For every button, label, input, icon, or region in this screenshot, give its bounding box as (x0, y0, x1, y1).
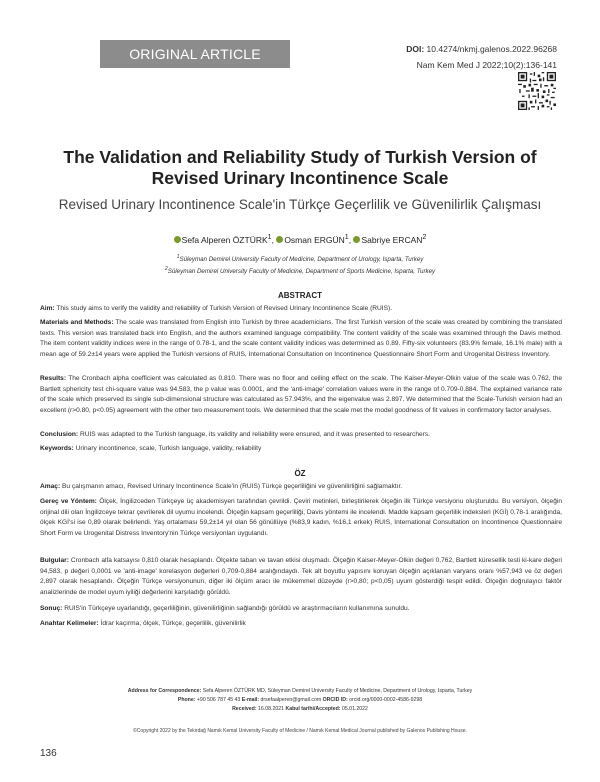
orcid-icon[interactable] (174, 236, 181, 243)
journal-reference: Nam Kem Med J 2022;10(2):136-141 (416, 60, 557, 70)
oz-sonuc: Sonuç: RUIS'in Türkçeye uyarlandığı, geçerliliğinin, güvenilirliğinin sağlandığı görüldü ve araştırmacıların kullanımına sunuldu. (40, 605, 410, 612)
paper-subtitle: Revised Urinary Incontinence Scale'in Türkçe Geçerlilik ve Güvenilirlik Çalışması (58, 197, 542, 212)
abstract-methods: Materials and Methods: The scale was translated from English into Turkish by three academicians. The first Turkish version of the scale was created by combining the translated texts. This version was translated back into English, and the authors examined language compatibility. The content validity of the scale was examined through the Davis method. The item content validity indices were in the range of 0.78-1, and the scale content validity indices was determined as 0.89. Fifty-six volunteers (83.9% female, 16.1% male) with a mean age of 59.2±14 years were applied the Turkish versions of RUIS, International Consultation on Incontinence Questionnaire Short Form and Urogenital Distress Inventory. (40, 319, 562, 358)
orcid-link[interactable]: orcid.org/0000-0002-4586-9298 (349, 697, 423, 703)
doi-link[interactable]: 10.4274/nkmj.galenos.2022.96268 (426, 44, 557, 54)
doi-label: DOI: (406, 44, 425, 54)
affiliation-2: $^2$Süleyman Demirel University Faculty of Medicine, Department of Sports Medicine, Isparta, Turkey (164, 266, 436, 276)
abstract-results: Results: The Cronbach alpha coefficient was calculated as 0.810. There was no floor and ceiling effect on the scale. The Kaiser-Meyer-Olkin value of the scale was 0.762, the Bartlett sphericity test chi-square value was 94.583, the p value was 0.0001, and the 'anti-image' correlation values were in the range of 0.709-0.884. The explained variance rate of the scale which preserved its single sub-dimensional structure was calculated as 57.943%, and the eigenvalue was 2.897. We determined that the Scale-Turkish version had an excellent (r>0.80, p<0.05) agreement with the other two measurement tools. We determined that the scale met the model goodness of fit values in confirmatory factor analyses. (40, 375, 562, 414)
qr-code-icon (518, 72, 556, 110)
article-type-tag: ORIGINAL ARTICLE (100, 40, 290, 68)
oz-gerec-yontem: Gereç ve Yöntem: Ölçek, İngilizceden Türkçeye üç akademisyen tarafından çevrildi. Çeviri metinleri, birleştirilerek ölçeğin ilk Türkçe versiyonu oluşturuldu. Bu versiyon, ölçeğin orijinal dili olan İngilizceye tekrar çevrilerek dil uyumu incelendi. Ölçeğin kapsam geçerliliği, Davis yöntemi ile incelendi. Madde kapsam geçerlilik indeksleri (KGİ) 0,78-1 aralığında, ölçek KGİ'si ise 0,89 olarak belirlendi. Yaş ortalaması 59,2±14 yıl olan 56 gönüllüye (%83,9 kadın, %16,1 erkek) RUIS, International Consultation on Incontinence Questionnaire Short Form ve Urogenital Distress Inventory'nin Türkçe versiyonları uygulandı. (40, 498, 562, 537)
oz-anahtar-kelimeler: Anahtar Kelimeler: İdrar kaçırma, ölçek, Türkçe, geçerlilik, güvenilirlik (40, 620, 246, 627)
abstract-conclusion: Conclusion: RUIS was adapted to the Turkish language, its validity and reliability were ensured, and it was presented to researchers. (40, 431, 430, 438)
oz-amac: Amaç: Bu çalışmanın amacı, Revised Urinary Incontinence Scale'in (RUIS) Türkçe geçerliliğini ve güvenilirliğini sağlamaktır. (40, 483, 403, 490)
oz-heading: ÖZ (294, 469, 306, 478)
abstract-keywords: Keywords: Urinary incontinence, scale, Turkish language, validity, reliability (40, 445, 262, 452)
abstract-heading: ABSTRACT (278, 291, 322, 300)
page-number: 136 (40, 748, 57, 759)
affiliation-1: $^1$Süleyman Demirel University Faculty of Medicine, Department of Urology, Isparta, Turkey (176, 254, 424, 264)
author-list: Sefa Alperen ÖZTÜRK$^1$, Osman ERGÜN$^1$, Sabriye ERCAN$^2$ (40, 233, 560, 245)
orcid-icon[interactable] (276, 236, 283, 243)
author-2[interactable]: Osman ERGÜN$^1$ (276, 235, 348, 245)
doi-block (406, 41, 557, 73)
correspondence-block: Address for Correspondence: Sefa Alperen ÖZTÜRK MD, Süleyman Demirel University Faculty of Medicine, Department of Urology, Isparta, Turkey Phone: +90 506 787 45 43 E-mail: drsefaalperen@gmail.com ORCID ID: orcid.org/0000-0002-4586-9298 Received: 16.08.2021 Kabul tarihi/Accepted: 05.01.2022 (127, 688, 473, 712)
paper-title: The Validation and Reliability Study of Turkish Version of Revised Urinary Incontinence Scale (63, 147, 537, 188)
abstract-aim: Aim: This study aims to verify the validity and reliability of Turkish Version of Revised Urinary Incontinence Scale (RUIS). (40, 305, 393, 312)
oz-bulgular: Bulgular: Cronbach alfa katsayısı 0,810 olarak hesaplandı. Ölçekte taban ve tavan etkisi oluşmadı. Ölçeğin Kaiser-Meyer-Olkin değeri 0,762, Bartlett küresellik testi ki-kare değeri 94,583, p değeri 0,0001 ve 'anti-image' korelasyon değerleri 0,709-0,884 aralığındaydı. Tek alt boyutlu yapısını koruyan ölçeğin açıklanan varyans oranı %57,943 ve öz değeri 2,897 olarak hesaplandı. Ölçeğin Türkçe versiyonunun, diğer iki ölçüm aracı ile mükemmel düzeyde (r>0,80; p<0,05) uyum gösterdiği tespit edildi. Ölçeğin doğrulayıcı faktör analizlerinde de model uyum iyiliği değerlerini karşıladığı görüldü. (40, 557, 562, 596)
copyright-notice: ©Copyright 2022 by the Tekirdağ Namık Kemal University Faculty of Medicine / Namık Kemal Medical Journal published by Galenos Publishing House. (133, 728, 467, 734)
author-3[interactable]: Sabriye ERCAN$^2$ (353, 235, 426, 245)
author-1[interactable]: Sefa Alperen ÖZTÜRK$^1$ (174, 235, 272, 245)
orcid-icon[interactable] (353, 236, 360, 243)
email-link[interactable]: drsefaalperen@gmail.com (260, 697, 322, 703)
